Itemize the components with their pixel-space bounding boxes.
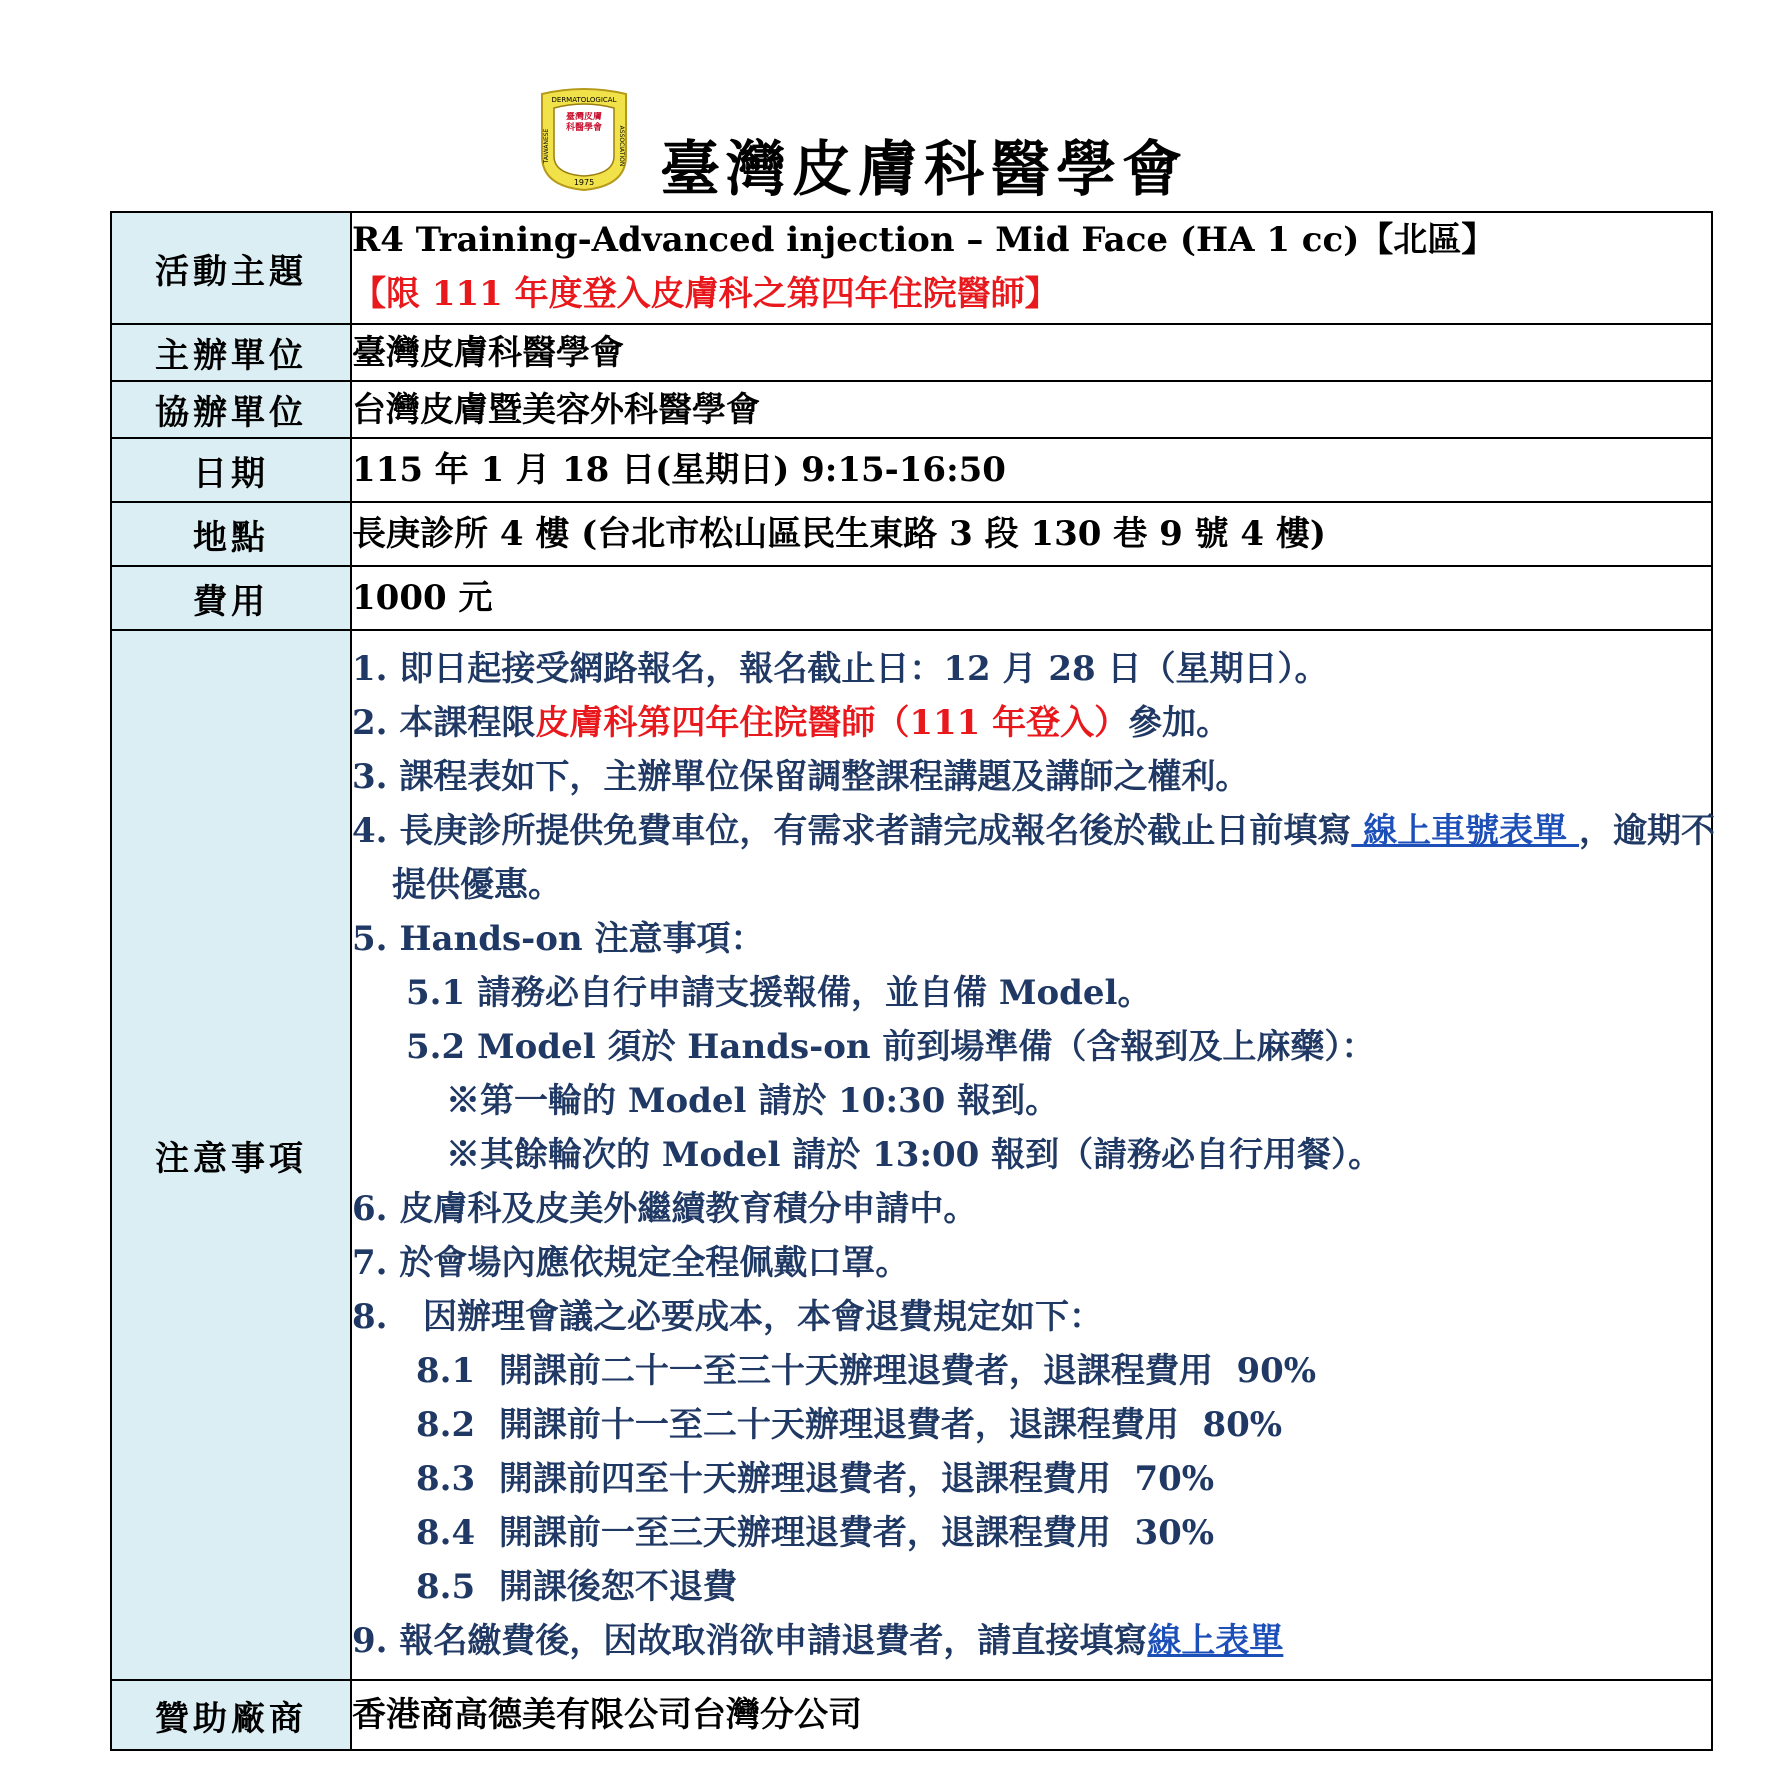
note-4: [352, 804, 1742, 912]
topic-row: [111, 212, 1712, 324]
sponsor-label: 贊助廠商: [111, 1680, 351, 1750]
note-5-2-b: ※其餘輪次的 Model 請於 13:00 報到（請務必自行用餐）。: [446, 1135, 1383, 1175]
note-4-suffix: ，逾期不提供優惠。: [392, 811, 1716, 905]
organizer-value: 臺灣皮膚科醫學會: [351, 324, 1712, 381]
note-6: 6. 皮膚科及皮美外繼續教育積分申請中。: [352, 1189, 978, 1229]
note-4-mid: ，有需求者請: [739, 811, 944, 851]
note-2: [352, 696, 1711, 750]
note-8: 8. 因辦理會議之必要成本，本會退費規定如下：: [352, 1297, 1104, 1337]
notes-row: [111, 630, 1712, 1680]
date-label: 日期: [111, 438, 351, 502]
note-5-2: 5.2 Model 須於 Hands-on 前到場準備（含報到及上麻藥）：: [406, 1027, 1376, 1067]
parking-form-link[interactable]: 線上車號表單: [1351, 811, 1580, 851]
note-9-number: 9.: [352, 1621, 388, 1661]
fee-row: [111, 566, 1712, 630]
note-9-text: 報名繳費後，因故取消欲申請退費者，請直接填寫: [387, 1621, 1148, 1661]
svg-text:TAIWANESE: TAIWANESE: [543, 128, 550, 164]
location-value: 長庚診所 4 樓 (台北市松山區民生東路 3 段 130 巷 9 號 4 樓): [351, 502, 1712, 566]
note-4-free-parking: 免費車位: [603, 811, 740, 851]
date-value: 115 年 1 月 18 日(星期日) 9:15-16:50: [351, 438, 1712, 502]
notes-label: 注意事項: [111, 630, 351, 1680]
co-organizer-row: [111, 381, 1712, 438]
sponsor-row: [111, 1680, 1712, 1750]
note-9: [352, 1614, 1711, 1668]
location-label: 地點: [111, 502, 351, 566]
logo-center-text: 臺灣皮膚科醫學會: [565, 112, 602, 133]
svg-text:DERMATOLOGICAL: DERMATOLOGICAL: [551, 96, 617, 104]
note-2-suffix: 參加。: [1128, 703, 1231, 743]
page-title: 臺灣皮膚科醫學會: [660, 135, 1188, 205]
fee-label: 費用: [111, 566, 351, 630]
note-8-1: 8.1 開課前二十一至三十天辦理退費者，退課程費用 90%: [416, 1351, 1317, 1391]
note-8-4: 8.4 開課前一至三天辦理退費者，退課程費用 30%: [416, 1513, 1215, 1553]
refund-form-link[interactable]: 線上表單: [1147, 1621, 1284, 1661]
note-1: 1. 即日起接受網路報名，報名截止日：12 月 28 日（星期日）。: [352, 649, 1329, 689]
note-4-prefix: 4. 長庚診所提供: [352, 811, 604, 851]
organizer-label: 主辦單位: [111, 324, 351, 381]
note-7: 7. 於會場內應依規定全程佩戴口罩。: [352, 1243, 910, 1283]
event-title: R4 Training-Advanced injection – Mid Face (HA 1 cc)【北區】: [352, 220, 1496, 260]
note-5: 5. Hands-on 注意事項：: [352, 919, 765, 959]
svg-text:ASSOCIATION: ASSOCIATION: [618, 125, 625, 167]
note-3: 3. 課程表如下，主辦單位保留調整課程講題及講師之權利。: [352, 757, 1250, 797]
event-restriction: 【限 111 年度登入皮膚科之第四年住院醫師】: [352, 274, 1059, 314]
co-organizer-value: 台灣皮膚暨美容外科醫學會: [351, 381, 1712, 438]
event-info-table: [110, 211, 1716, 1751]
sponsor-value: 香港商高德美有限公司台灣分公司: [351, 1680, 1712, 1750]
note-2-highlight: 皮膚科第四年住院醫師（111 年登入）: [535, 703, 1129, 743]
topic-value: [351, 212, 1712, 324]
co-organizer-label: 協辦單位: [111, 381, 351, 438]
association-logo: [536, 86, 632, 192]
svg-text:1975: 1975: [573, 178, 595, 187]
fee-value: 1000 元: [351, 566, 1712, 630]
page-header: [0, 0, 1769, 212]
note-2-prefix: 2. 本課程限: [352, 703, 536, 743]
note-5-2-a: ※第一輪的 Model 請於 10:30 報到。: [446, 1081, 1060, 1121]
organizer-row: [111, 324, 1712, 381]
note-8-3: 8.3 開課前四至十天辦理退費者，退課程費用 70%: [416, 1459, 1215, 1499]
note-5-1: 5.1 請務必自行申請支援報備，並自備 Model。: [406, 973, 1152, 1013]
note-4-deadline: 完成報名後於截止日前填寫: [943, 811, 1352, 851]
location-row: [111, 502, 1712, 566]
topic-label: 活動主題: [111, 212, 351, 324]
note-8-5: 8.5 開課後恕不退費: [416, 1567, 737, 1607]
date-row: [111, 438, 1712, 502]
note-8-2: 8.2 開課前十一至二十天辦理退費者，退課程費用 80%: [416, 1405, 1283, 1445]
notes-value: [351, 630, 1716, 1680]
